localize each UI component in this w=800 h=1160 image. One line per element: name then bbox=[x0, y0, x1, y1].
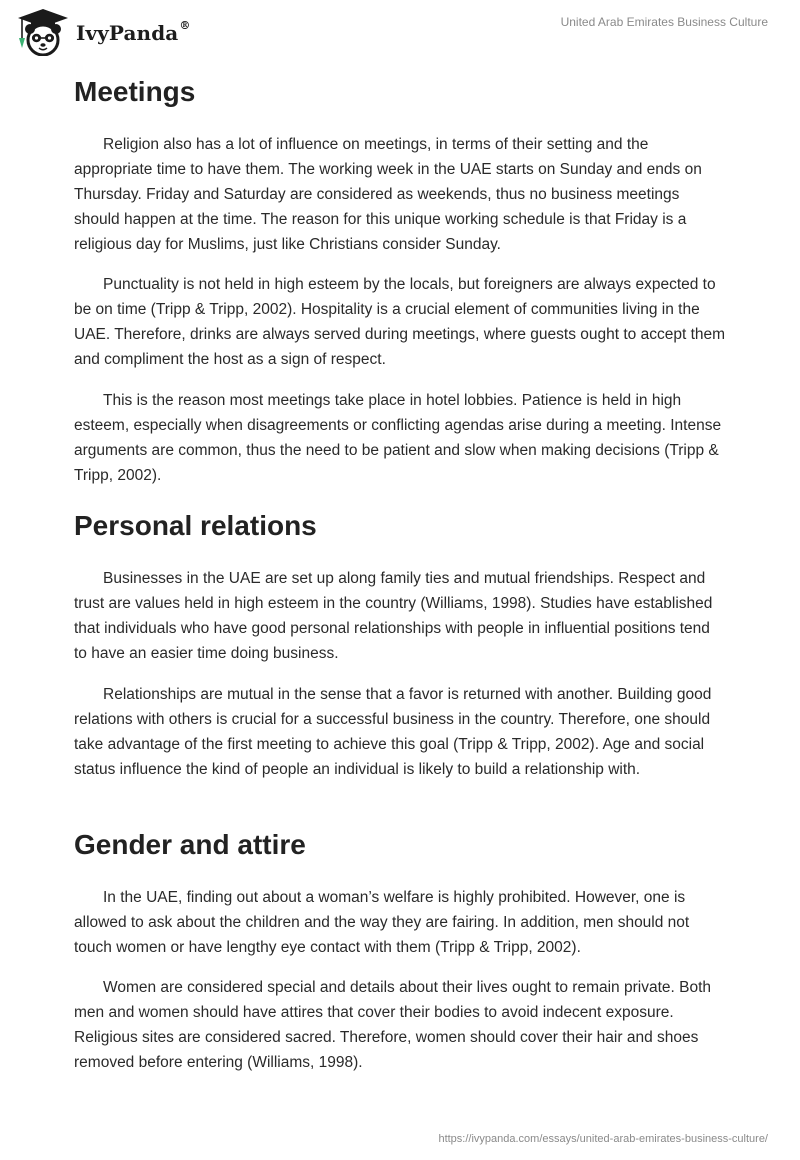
section-heading-gender-and-attire: Gender and attire bbox=[74, 829, 306, 860]
source-url-link[interactable]: https://ivypanda.com/essays/united-arab-emirates-business-culture/ bbox=[438, 1133, 768, 1145]
page-header bbox=[0, 0, 800, 60]
section-heading-personal-relations: Personal relations bbox=[74, 510, 317, 541]
section-heading-meetings: Meetings bbox=[74, 76, 196, 107]
paragraph: Punctuality is not held in high esteem by the locals, but foreigners are always expected to be on time (Tripp & Tripp, 2002). Hospitality is a crucial element of communities living in the UAE. Therefore, drinks are always served during meetings, where guests ought to accept them and compliment the host as a sign of respect. bbox=[74, 276, 726, 368]
paragraph: Businesses in the UAE are set up along family ties and mutual friendships. Respect and trust are values held in high esteem in the country (Williams, 1998). Studies have established that individuals who have good personal relationships with people in influential positions tend to have an easier time doing business. bbox=[74, 570, 713, 662]
paragraph: In the UAE, finding out about a woman’s welfare is highly prohibited. However, one is allowed to ask about the children and the way they are fairing. In addition, men should not touch women or have lengthy eye contact with them (Tripp & Tripp, 2002). bbox=[74, 889, 690, 956]
paragraph: This is the reason most meetings take place in hotel lobbies. Patience is held in high esteem, especially when disagreements or conflicting agendas arise during a meeting. Intense arguments are common, thus the need to be patient and slow when making decisions (Tripp & Tripp, 2002). bbox=[74, 392, 722, 484]
brand-name: IvyPanda® bbox=[76, 19, 191, 45]
panda-graduate-icon bbox=[16, 8, 70, 56]
document-title: United Arab Emirates Business Culture bbox=[560, 15, 768, 29]
paragraph: Religion also has a lot of influence on meetings, in terms of their setting and the appropriate time to have them. The working week in the UAE starts on Sunday and ends on Thursday. Friday and Saturday are considered as weekends, thus no business meetings should happen at the time. The reason for this unique working schedule is that Friday is a religious day for Muslims, just like Christians consider Sunday. bbox=[74, 136, 702, 253]
brand-logo[interactable] bbox=[16, 8, 190, 56]
paragraph: Relationships are mutual in the sense that a favor is returned with another. Building good relations with others is crucial for a successful business in the country. Therefore, one should take advantage of the first meeting to achieve this goal (Tripp & Tripp, 2002). Age and social status influence the kind of people an individual is likely to build a relationship with. bbox=[74, 686, 712, 778]
registered-mark: ® bbox=[179, 19, 191, 33]
paragraph: Women are considered special and details about their lives ought to remain private. Both men and women should have attires that cover their bodies to avoid indecent exposure. Religious sites are considered sacred. Therefore, women should cover their hair and shoes removed before entering (Williams, 1998). bbox=[74, 979, 712, 1071]
